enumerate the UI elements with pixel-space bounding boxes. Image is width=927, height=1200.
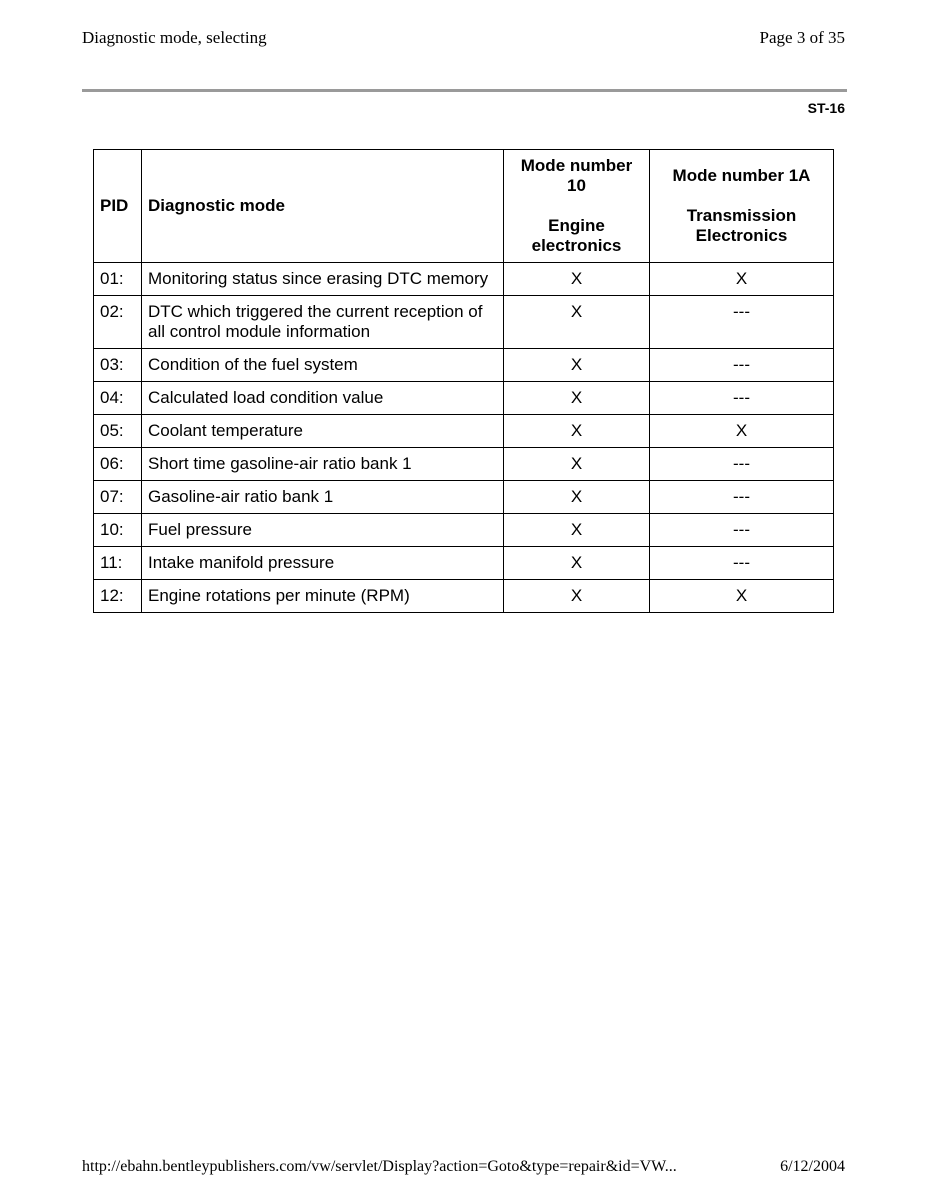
cell-mode-1a: X <box>650 263 834 296</box>
cell-mode: Gasoline-air ratio bank 1 <box>142 481 504 514</box>
source-url: http://ebahn.bentleypublishers.com/vw/servlet/Display?action=Goto&type=repair&id=VW... <box>82 1158 677 1175</box>
cell-mode: Fuel pressure <box>142 514 504 547</box>
cell-mode-10: X <box>504 349 650 382</box>
cell-pid: 02: <box>94 296 142 349</box>
table-header-row <box>94 150 834 263</box>
cell-pid: 05: <box>94 415 142 448</box>
cell-mode-1a: X <box>650 580 834 613</box>
cell-mode: Calculated load condition value <box>142 382 504 415</box>
cell-pid: 12: <box>94 580 142 613</box>
cell-pid: 06: <box>94 448 142 481</box>
header-mode-10-line4: electronics <box>531 236 622 255</box>
header-mode-1a <box>650 150 834 263</box>
cell-mode: Coolant temperature <box>142 415 504 448</box>
table-row <box>94 448 834 481</box>
header-mode-10 <box>504 150 650 263</box>
table-row <box>94 547 834 580</box>
header-mode-1a-line2: Transmission <box>686 206 797 225</box>
cell-mode: Monitoring status since erasing DTC memory <box>142 263 504 296</box>
header-mode-10-line3: Engine <box>548 216 605 235</box>
cell-mode-10: X <box>504 382 650 415</box>
header-diagnostic-mode: Diagnostic mode <box>142 150 504 263</box>
cell-mode-10: X <box>504 415 650 448</box>
cell-pid: 07: <box>94 481 142 514</box>
header-divider <box>82 89 847 92</box>
cell-pid: 01: <box>94 263 142 296</box>
document-title: Diagnostic mode, selecting <box>82 28 267 47</box>
cell-mode-10: X <box>504 580 650 613</box>
cell-mode: Short time gasoline-air ratio bank 1 <box>142 448 504 481</box>
table-row <box>94 415 834 448</box>
header-gap <box>656 186 827 206</box>
cell-mode-10: X <box>504 481 650 514</box>
cell-mode: DTC which triggered the current reception of all control module information <box>142 296 504 349</box>
cell-mode: Intake manifold pressure <box>142 547 504 580</box>
header-mode-10-line1: Mode number <box>520 156 633 175</box>
table-row <box>94 514 834 547</box>
cell-mode-1a: --- <box>650 481 834 514</box>
header-gap <box>510 196 643 216</box>
header-mode-1a-line1: Mode number 1A <box>672 166 811 185</box>
cell-mode: Engine rotations per minute (RPM) <box>142 580 504 613</box>
table-row <box>94 382 834 415</box>
cell-mode-1a: --- <box>650 547 834 580</box>
print-date: 6/12/2004 <box>780 1158 845 1175</box>
cell-mode-10: X <box>504 514 650 547</box>
cell-mode: Condition of the fuel system <box>142 349 504 382</box>
cell-mode-1a: --- <box>650 382 834 415</box>
section-code: ST-16 <box>807 100 845 116</box>
cell-mode-1a: --- <box>650 349 834 382</box>
header-pid: PID <box>94 150 142 263</box>
cell-mode-1a: X <box>650 415 834 448</box>
cell-pid: 04: <box>94 382 142 415</box>
cell-mode-10: X <box>504 296 650 349</box>
table-row <box>94 481 834 514</box>
cell-mode-1a: --- <box>650 448 834 481</box>
header-mode-1a-line3: Electronics <box>695 226 788 245</box>
cell-mode-1a: --- <box>650 514 834 547</box>
page-number: Page 3 of 35 <box>759 28 845 47</box>
table-row <box>94 580 834 613</box>
cell-mode-10: X <box>504 263 650 296</box>
cell-pid: 11: <box>94 547 142 580</box>
cell-mode-1a: --- <box>650 296 834 349</box>
pid-table <box>93 149 834 613</box>
cell-mode-10: X <box>504 547 650 580</box>
header-mode-10-line2: 10 <box>567 176 586 195</box>
cell-pid: 10: <box>94 514 142 547</box>
table-row <box>94 263 834 296</box>
table-row <box>94 349 834 382</box>
cell-pid: 03: <box>94 349 142 382</box>
cell-mode-10: X <box>504 448 650 481</box>
table-row <box>94 296 834 349</box>
